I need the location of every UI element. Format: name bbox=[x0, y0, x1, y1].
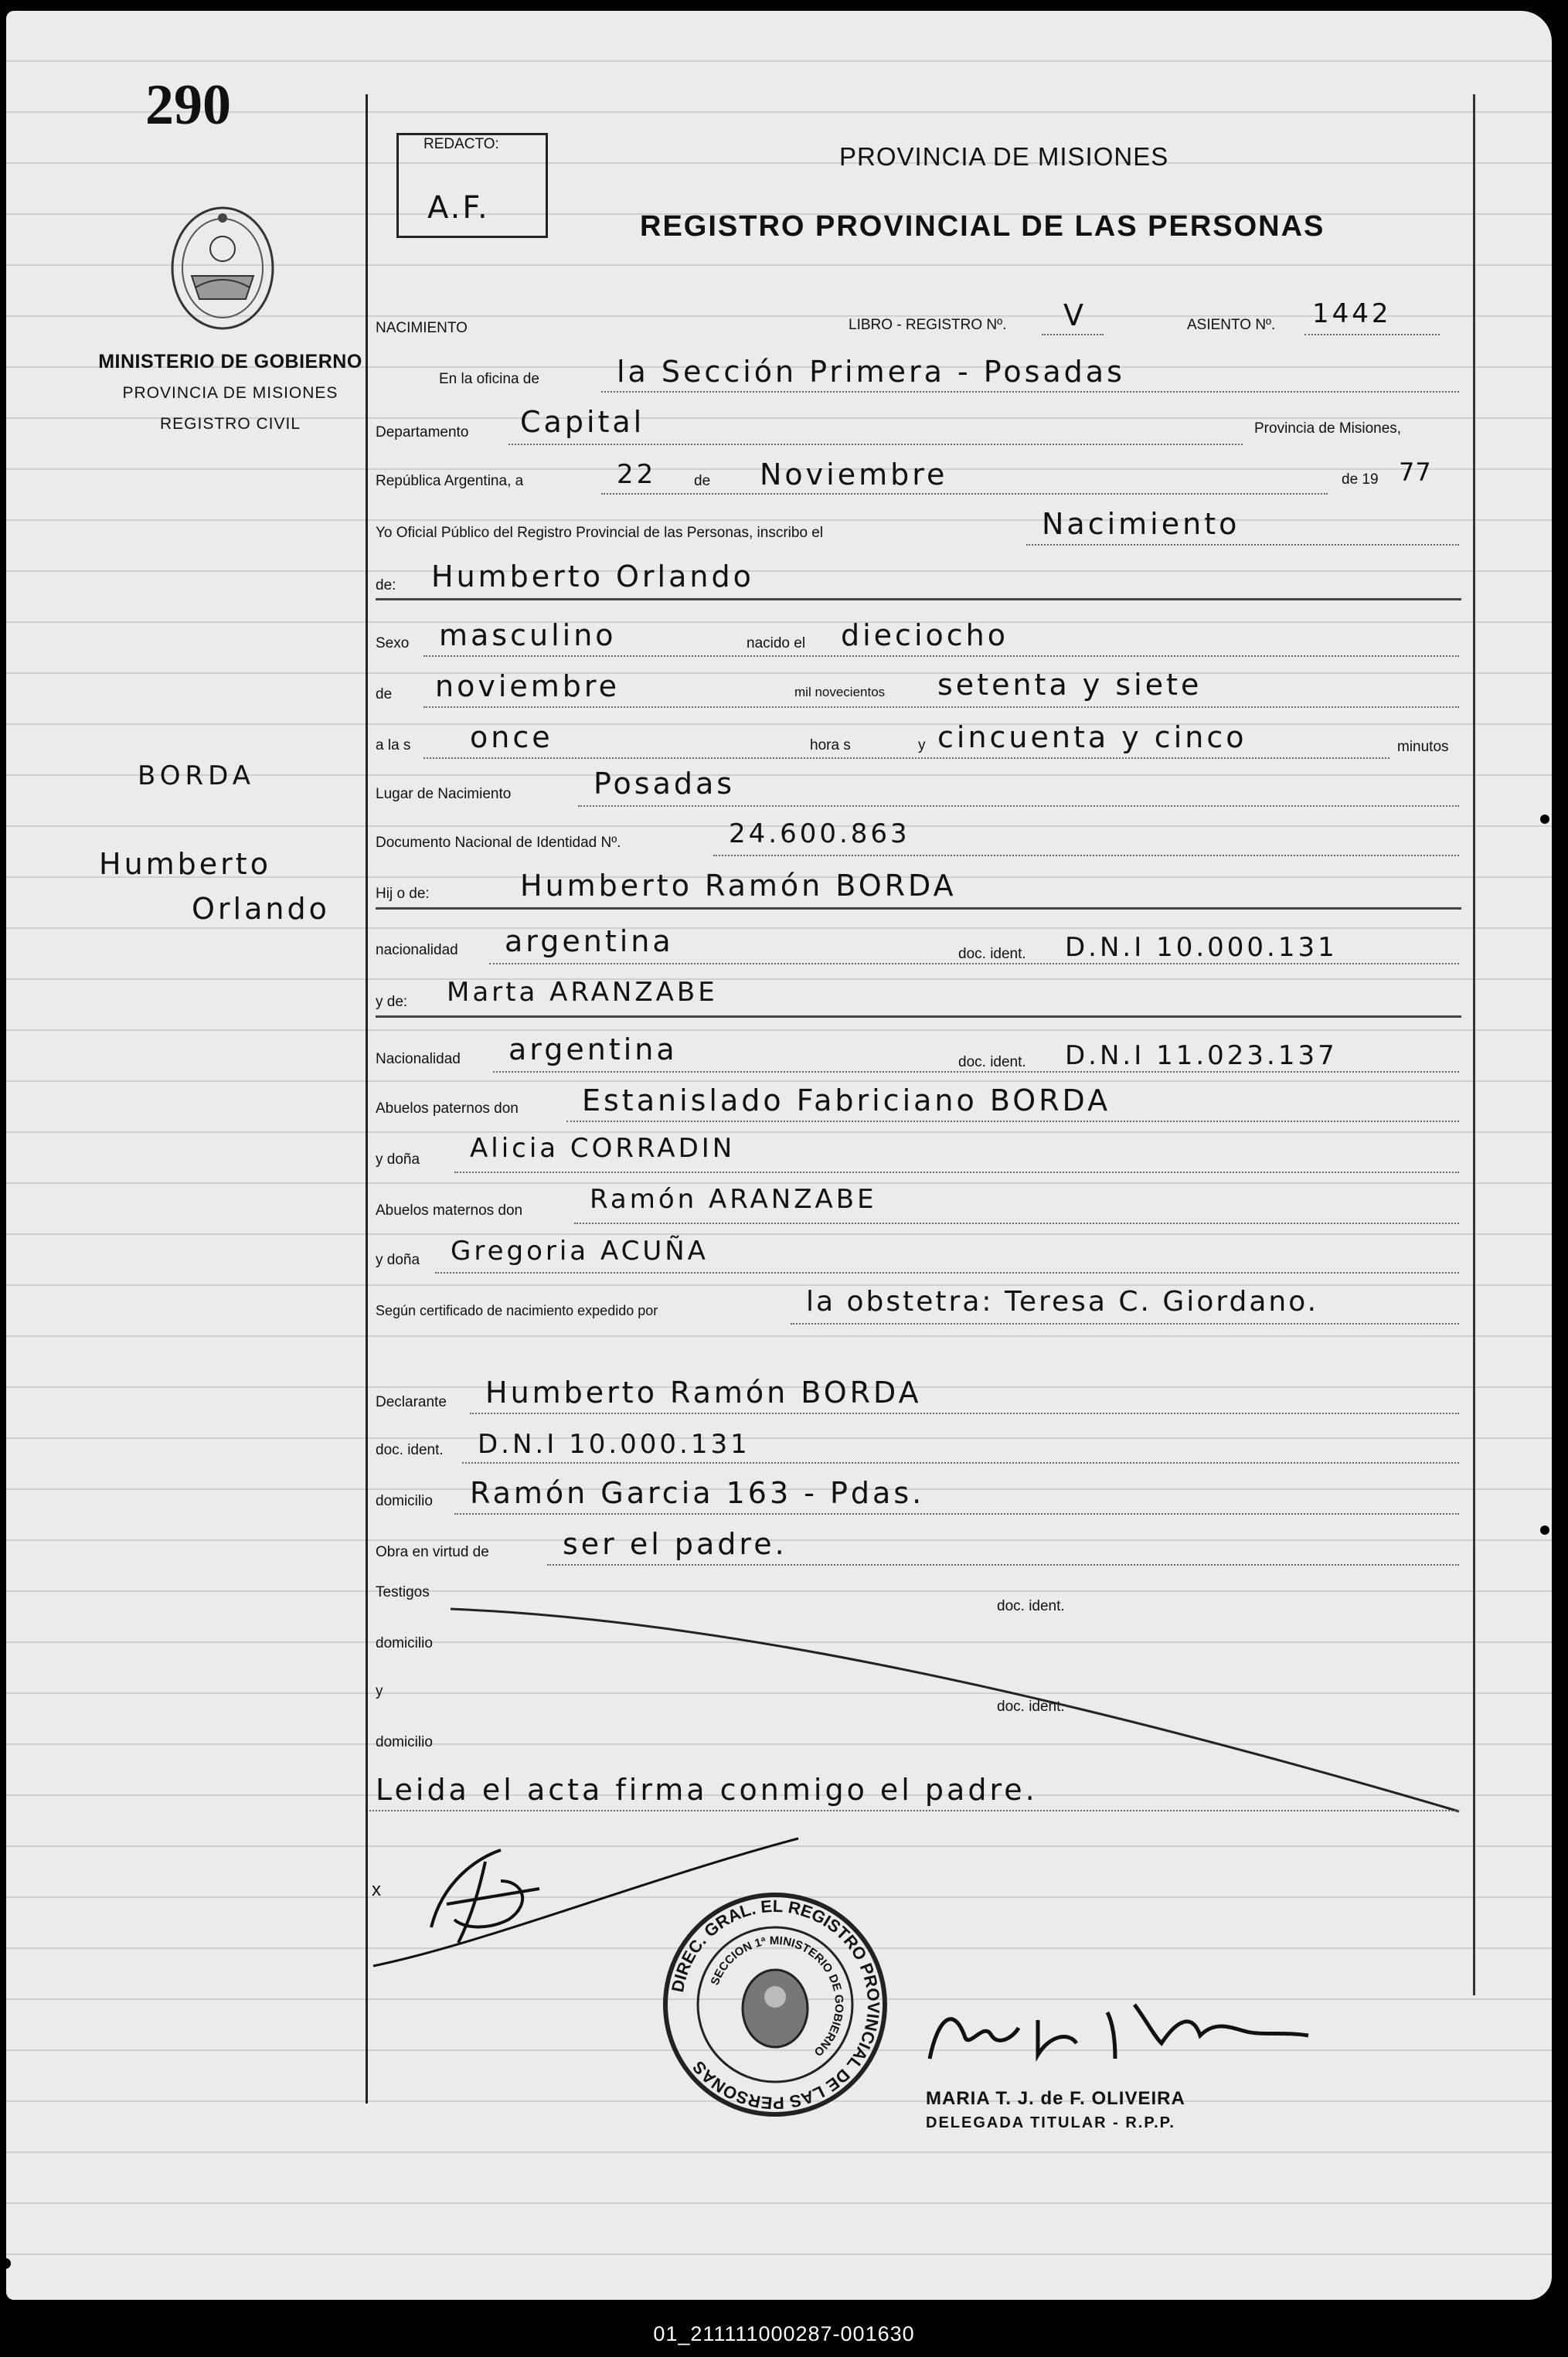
hijo-label: Hij o de: bbox=[376, 886, 430, 902]
month2-dots bbox=[423, 705, 1459, 708]
binding-hole bbox=[1540, 815, 1549, 824]
father-nationality: argentina bbox=[505, 924, 674, 958]
leida-dots bbox=[369, 1808, 1459, 1811]
father-doc: D.N.I 10.000.131 bbox=[1065, 932, 1338, 963]
abuelo-pat-dots bbox=[566, 1119, 1459, 1122]
dni-dots bbox=[713, 853, 1459, 856]
mother-yde-label: y de: bbox=[376, 994, 408, 1010]
oficina-value: la Sección Primera - Posadas bbox=[617, 355, 1125, 389]
certificado-value: la obstetra: Teresa C. Giordano. bbox=[806, 1286, 1319, 1318]
official-name: MARIA T. J. de F. OLIVEIRA bbox=[926, 2088, 1185, 2109]
abuelos-mat-label: Abuelos maternos don bbox=[376, 1202, 523, 1219]
date-dots bbox=[601, 491, 1328, 495]
domicilio-label: domicilio bbox=[376, 1493, 433, 1509]
official-round-stamp bbox=[659, 1889, 891, 2121]
hora-dots bbox=[423, 756, 1389, 759]
obra-label: Obra en virtud de bbox=[376, 1544, 489, 1560]
dni-label: Documento Nacional de Identidad Nº. bbox=[376, 835, 621, 851]
abuela-pat-dots bbox=[454, 1170, 1459, 1173]
oficial-dots bbox=[1026, 542, 1459, 546]
declarante-dots bbox=[470, 1411, 1459, 1414]
left-edge-mark bbox=[0, 2258, 11, 2269]
mother-nac-label: Nacionalidad bbox=[376, 1051, 461, 1067]
record-type-label: NACIMIENTO bbox=[376, 320, 468, 336]
register-page bbox=[6, 11, 1552, 2300]
year-value: 77 bbox=[1399, 457, 1432, 487]
obra-dots bbox=[547, 1563, 1459, 1566]
month-value: Noviembre bbox=[760, 457, 948, 491]
day-value: 22 bbox=[617, 459, 657, 490]
image-caption: 01_211111000287-001630 bbox=[653, 2322, 915, 2345]
province-label: PROVINCIA DE MISIONES bbox=[122, 384, 338, 402]
mother-doc: D.N.I 11.023.137 bbox=[1065, 1040, 1338, 1071]
certificado-dots bbox=[791, 1321, 1459, 1325]
margin-surname: BORDA bbox=[138, 760, 255, 791]
father-name: Humberto Ramón BORDA bbox=[520, 869, 957, 903]
month2-de-label: de bbox=[376, 686, 393, 702]
alas-label: a la s bbox=[376, 737, 411, 753]
minutes-value: cincuenta y cinco bbox=[937, 720, 1247, 754]
asiento-label: ASIENTO Nº. bbox=[1187, 317, 1276, 333]
testigos-label: Testigos bbox=[376, 1584, 430, 1600]
libro-dots bbox=[1042, 332, 1104, 335]
abuela-mat-label: y doña bbox=[376, 1252, 420, 1268]
month2-value: noviembre bbox=[435, 669, 621, 703]
lugar-dots bbox=[578, 804, 1459, 807]
obra-value: ser el padre. bbox=[563, 1527, 787, 1561]
leida-value: Leida el acta firma conmigo el padre. bbox=[376, 1773, 1038, 1807]
father-nac-dots bbox=[489, 961, 1459, 964]
registry-label: REGISTRO CIVIL bbox=[159, 415, 301, 433]
horas-label: hora s bbox=[810, 737, 851, 753]
testigo1-dom-label: domicilio bbox=[376, 1635, 433, 1651]
sexo-dots bbox=[423, 654, 1459, 657]
abuelo-mat-dots bbox=[574, 1221, 1459, 1224]
father-nac-label: nacionalidad bbox=[376, 942, 458, 958]
departamento-label: Departamento bbox=[376, 424, 469, 440]
decl-doc-label: doc. ident. bbox=[376, 1442, 444, 1458]
father-doc-label: doc. ident. bbox=[958, 946, 1026, 962]
asiento-dots bbox=[1304, 332, 1440, 335]
nacido-value: dieciocho bbox=[841, 618, 1008, 652]
mother-name: Marta ARANZABE bbox=[447, 977, 718, 1008]
abuelo-materno: Ramón ARANZABE bbox=[590, 1184, 877, 1215]
abuelos-pat-label: Abuelos paternos don bbox=[376, 1100, 519, 1117]
certificado-label: Según certificado de nacimiento expedido por bbox=[376, 1303, 658, 1318]
abuelo-paterno: Estanislado Fabriciano BORDA bbox=[582, 1083, 1111, 1117]
mother-doc-label: doc. ident. bbox=[958, 1054, 1026, 1070]
decl-doc-value: D.N.I 10.000.131 bbox=[478, 1429, 750, 1460]
lugar-value: Posadas bbox=[594, 767, 736, 801]
oficial-value: Nacimiento bbox=[1042, 507, 1240, 541]
official-title: DELEGADA TITULAR - R.P.P. bbox=[926, 2114, 1175, 2131]
stamp-outer-text: DIREC. GRAL. EL REGISTRO PROVINCIAL DE LAS PERSONAS bbox=[668, 1896, 884, 2114]
minutos-label: minutos bbox=[1397, 739, 1449, 755]
margin-name-first: Humberto bbox=[99, 847, 271, 881]
abuela-mat-dots bbox=[435, 1270, 1459, 1274]
domicilio-dots bbox=[454, 1512, 1459, 1515]
sexo-label: Sexo bbox=[376, 635, 410, 651]
decl-doc-dots bbox=[462, 1461, 1459, 1464]
child-name-rule bbox=[376, 598, 1461, 600]
mil-label: mil novecientos bbox=[794, 685, 886, 699]
declarante-value: Humberto Ramón BORDA bbox=[485, 1376, 922, 1410]
header-registry: REGISTRO PROVINCIAL DE LAS PERSONAS bbox=[640, 210, 1325, 243]
departamento-value: Capital bbox=[520, 405, 645, 439]
signature-x-mark: x bbox=[372, 1879, 381, 1900]
declarante-label: Declarante bbox=[376, 1394, 447, 1410]
y-label: y bbox=[918, 737, 926, 753]
year2-value: setenta y siete bbox=[937, 668, 1202, 702]
mother-nationality: argentina bbox=[508, 1032, 678, 1066]
abuela-paterna: Alicia CORRADIN bbox=[470, 1133, 736, 1164]
header-province: PROVINCIA DE MISIONES bbox=[839, 142, 1169, 171]
testigo2-dom-label: domicilio bbox=[376, 1734, 433, 1750]
redacto-label: REDACTO: bbox=[423, 136, 499, 152]
year-label: de 19 bbox=[1342, 471, 1379, 488]
dni-value: 24.600.863 bbox=[729, 818, 910, 849]
testigo2-y-label: y bbox=[376, 1683, 383, 1699]
testigo2-doc-label: doc. ident. bbox=[997, 1699, 1065, 1715]
right-border-line bbox=[1473, 94, 1475, 1995]
oficial-label: Yo Oficial Público del Registro Provincial de las Personas, inscribo el bbox=[376, 525, 824, 541]
asiento-value: 1442 bbox=[1312, 298, 1392, 329]
departamento-dots bbox=[508, 442, 1243, 445]
libro-label: LIBRO - REGISTRO Nº. bbox=[849, 317, 1007, 333]
page-number: 290 bbox=[145, 73, 231, 137]
redacto-initials: A.F. bbox=[427, 190, 490, 226]
lugar-label: Lugar de Nacimiento bbox=[376, 786, 512, 802]
margin-name-second: Orlando bbox=[192, 892, 330, 926]
binding-hole bbox=[1540, 1525, 1549, 1535]
domicilio-value: Ramón Garcia 163 - Pdas. bbox=[470, 1476, 925, 1510]
father-rule bbox=[376, 907, 1461, 910]
nacido-label: nacido el bbox=[747, 635, 806, 651]
stamp-inner-text: SECCION 1ª MINISTERIO DE GOBIERNO bbox=[708, 1934, 846, 2059]
abuela-materna: Gregoria ACUÑA bbox=[451, 1236, 709, 1267]
child-de-label: de: bbox=[376, 577, 396, 594]
oficina-dots bbox=[601, 389, 1459, 393]
provincia-label: Provincia de Misiones, bbox=[1254, 420, 1402, 437]
mother-rule bbox=[376, 1015, 1461, 1018]
abuela-pat-label: y doña bbox=[376, 1151, 420, 1168]
hora-value: once bbox=[470, 720, 553, 754]
child-name: Humberto Orlando bbox=[431, 559, 754, 594]
coat-of-arms-seal bbox=[165, 202, 281, 334]
sexo-value: masculino bbox=[439, 618, 617, 652]
ministry-label: MINISTERIO DE GOBIERNO bbox=[98, 351, 362, 372]
republica-label: República Argentina, a bbox=[376, 473, 524, 489]
official-signature bbox=[922, 1989, 1324, 2074]
oficina-label: En la oficina de bbox=[439, 371, 539, 387]
date-de-label: de bbox=[694, 473, 711, 489]
mother-nac-dots bbox=[493, 1070, 1459, 1073]
testigo1-doc-label: doc. ident. bbox=[997, 1598, 1065, 1614]
libro-value: V bbox=[1063, 298, 1087, 332]
